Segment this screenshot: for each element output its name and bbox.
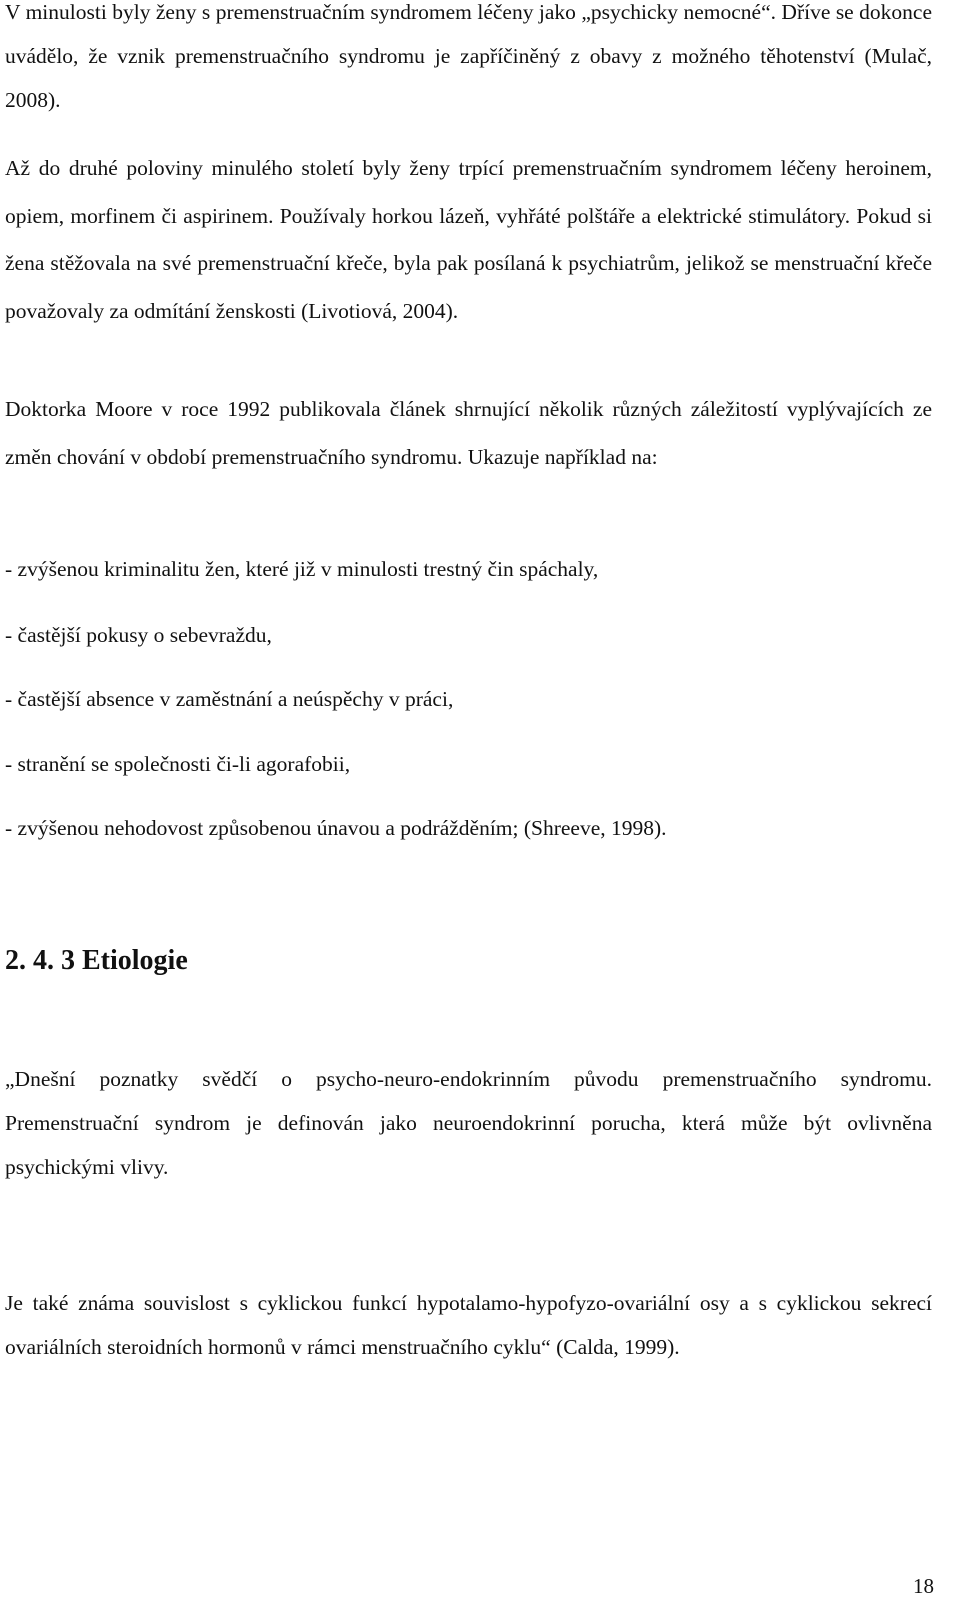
list-item: - zvýšenou nehodovost způsobenou únavou a podrážděním; (Shreeve, 1998).: [5, 816, 667, 840]
paragraph-etiology-origin: „Dnešní poznatky svědčí o psycho-neuro-endokrinním původu premenstruačního syndromu. Premenstruační syndrom je definován jako neuroendokrinní porucha, která může být ovlivněna psychickými vlivy.: [5, 1067, 932, 1179]
paragraph-etiology-axis: Je také známa souvislost s cyklickou funkcí hypotalamo-hypofyzo-ovariální osy a s cyklickou sekrecí ovariálních steroidních hormonů v rámci menstruačního cyklu“ (Calda, 1999).: [5, 1291, 932, 1359]
list-item: - častější absence v zaměstnání a neúspěchy v práci,: [5, 687, 454, 711]
list-item: - zvýšenou kriminalitu žen, které již v minulosti trestný čin spáchaly,: [5, 557, 599, 581]
page-number: 18: [913, 1574, 934, 1598]
list-item: - častější pokusy o sebevraždu,: [5, 623, 272, 647]
paragraph-history-intro: V minulosti byly ženy s premenstruačním syndromem léčeny jako „psychicky nemocné“. Dříve se dokonce uvádělo, že vznik premenstruačního syndromu je zapříčiněný z obavy z možného těhotenství (Mulač, 2008).: [5, 0, 932, 112]
paragraph-moore-article: Doktorka Moore v roce 1992 publikovala článek shrnující několik různých záležitostí vyplývajících ze změn chování v období premenstruačního syndromu. Ukazuje například na:: [5, 397, 932, 469]
section-heading: 2. 4. 3 Etiologie: [5, 945, 188, 976]
list-item: - stranění se společnosti či-li agorafobii,: [5, 752, 351, 776]
paragraph-historical-treatment: Až do druhé poloviny minulého století byly ženy trpící premenstruačním syndromem léčeny heroinem, opiem, morfinem či aspirinem. Používaly horkou lázeň, vyhřáté polštáře a elektrické stimulátory. Pokud si žena stěžovala na své premenstruační křeče, byla pak posílaná k psychiatrům, jelikož se menstruační křeče považovaly za odmítání ženskosti (Livotiová, 2004).: [5, 156, 932, 323]
